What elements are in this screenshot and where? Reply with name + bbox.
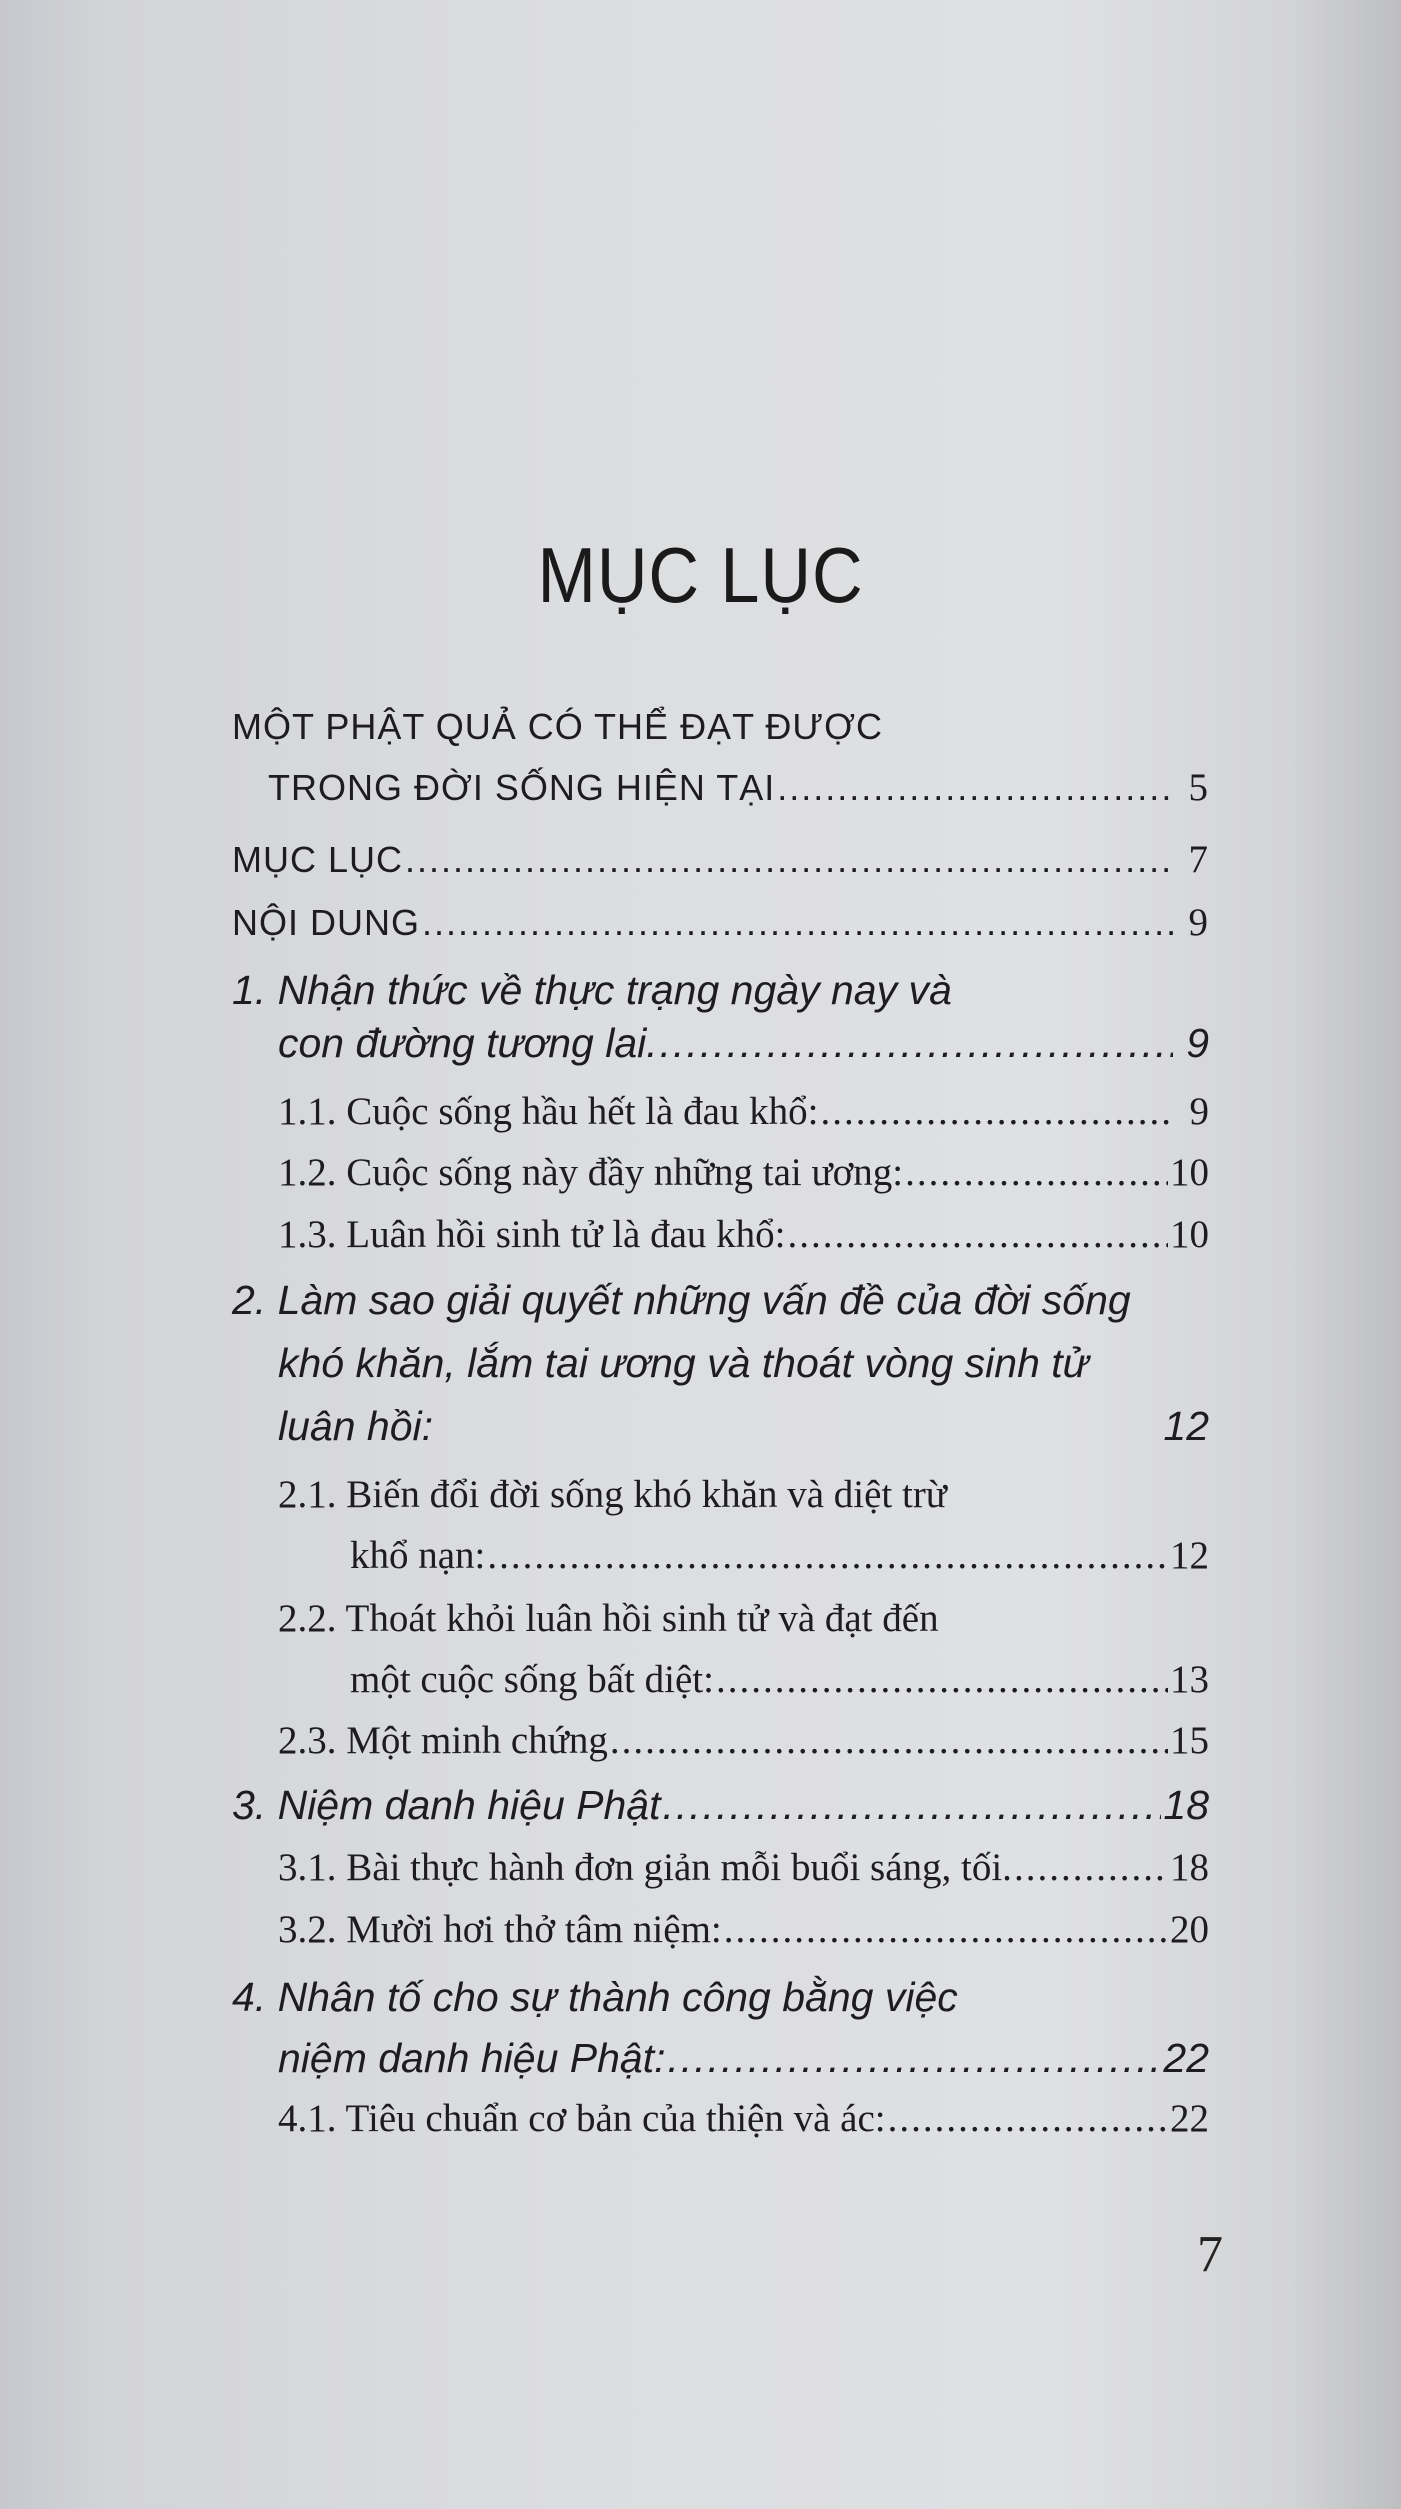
toc-entry-label: 1.2. Cuộc sống này đầy những tai ương: bbox=[278, 1151, 904, 1194]
toc-section-2-1-line1: 2.1. Biến đổi đời sống khó khăn và diệt trừ bbox=[278, 1473, 947, 1516]
toc-entry-label: luân hồi: bbox=[278, 1403, 434, 1449]
toc-section-2-1[interactable] bbox=[350, 1526, 1209, 1586]
toc-entry-3[interactable] bbox=[232, 893, 1209, 953]
toc-section-4[interactable] bbox=[278, 2028, 1209, 2088]
toc-entry-label: 4.1. Tiêu chuẩn cơ bản của thiện và ác: bbox=[278, 2097, 886, 2140]
toc-entry-label: 1.3. Luân hồi sinh tử là đau khổ: bbox=[278, 1213, 786, 1256]
toc-section-2-2[interactable] bbox=[350, 1650, 1209, 1710]
toc-page-number: 18 bbox=[1170, 1846, 1209, 1889]
toc-page-number: 9 bbox=[1186, 1020, 1209, 1066]
toc-section-2-3[interactable] bbox=[278, 1711, 1209, 1771]
toc-entry-label: MỤC LỤC bbox=[232, 839, 404, 880]
leader-dots bbox=[724, 1900, 1168, 1960]
toc-page-number: 7 bbox=[1188, 838, 1209, 881]
leader-dots bbox=[716, 1650, 1168, 1710]
page-number: 7 bbox=[1197, 2226, 1223, 2283]
toc-section-2-line2: khó khăn, lắm tai ương và thoát vòng sinh tử bbox=[278, 1340, 1089, 1386]
toc-entry-label: 3. Niệm danh hiệu Phật bbox=[232, 1782, 661, 1828]
toc-entry-label: 2.3. Một minh chứng bbox=[278, 1719, 608, 1762]
toc-entry-label: con đường tương lai. bbox=[278, 1020, 658, 1066]
toc-section-1[interactable] bbox=[278, 1013, 1209, 1073]
toc-page-number: 22 bbox=[1163, 2035, 1209, 2081]
toc-section-2[interactable] bbox=[278, 1396, 1209, 1456]
toc-page-number: 22 bbox=[1170, 2097, 1209, 2140]
leader-dots bbox=[668, 2028, 1162, 2088]
leader-dots bbox=[422, 893, 1173, 953]
toc-page-number: 18 bbox=[1163, 1782, 1209, 1828]
leader-dots bbox=[905, 1143, 1168, 1203]
toc-page-number: 10 bbox=[1170, 1151, 1209, 1194]
toc-entry-label: NỘI DUNG bbox=[232, 902, 420, 943]
toc-entry-label: khổ nạn: bbox=[350, 1534, 486, 1577]
leader-dots bbox=[405, 830, 1173, 890]
toc-section-2-line1: 2. Làm sao giải quyết những vấn đề của đời sống bbox=[232, 1277, 1131, 1323]
toc-page-number: 9 bbox=[1188, 901, 1209, 944]
toc-section-1-3[interactable] bbox=[278, 1205, 1209, 1265]
toc-page-number: 12 bbox=[1170, 1534, 1209, 1577]
leader-dots bbox=[663, 1775, 1162, 1835]
toc-page-number: 13 bbox=[1170, 1658, 1209, 1701]
toc-section-3[interactable] bbox=[232, 1775, 1209, 1835]
toc-section-1-2[interactable] bbox=[278, 1143, 1209, 1203]
toc-entry-1-line1: MỘT PHẬT QUẢ CÓ THỂ ĐẠT ĐƯỢC bbox=[232, 706, 884, 747]
toc-section-3-1[interactable] bbox=[278, 1838, 1209, 1898]
toc-section-1-line1: 1. Nhận thức về thực trạng ngày nay và bbox=[232, 967, 952, 1013]
toc-page-number: 10 bbox=[1170, 1213, 1209, 1256]
leader-dots bbox=[1014, 1838, 1168, 1898]
leader-dots bbox=[487, 1526, 1168, 1586]
leader-dots bbox=[777, 758, 1173, 818]
toc-entry-label: niệm danh hiệu Phật: bbox=[278, 2035, 666, 2081]
toc-page-number: 20 bbox=[1170, 1908, 1209, 1951]
toc-entry-2[interactable] bbox=[232, 830, 1209, 890]
leader-dots bbox=[610, 1711, 1168, 1771]
toc-page-number: 5 bbox=[1188, 766, 1209, 809]
toc-section-4-1[interactable] bbox=[278, 2089, 1209, 2149]
leader-dots bbox=[788, 1205, 1169, 1265]
toc-section-2-2-line1: 2.2. Thoát khỏi luân hồi sinh tử và đạt đến bbox=[278, 1597, 939, 1640]
leader-dots bbox=[821, 1082, 1174, 1142]
toc-entry-label: 3.1. Bài thực hành đơn giản mỗi buổi sáng, tối. bbox=[278, 1846, 1012, 1889]
toc-entry-label: TRONG ĐỜI SỐNG HIỆN TẠI bbox=[268, 767, 776, 808]
toc-section-3-2[interactable] bbox=[278, 1900, 1209, 1960]
toc-entry-label: một cuộc sống bất diệt: bbox=[350, 1658, 714, 1701]
toc-entry-1[interactable] bbox=[268, 758, 1209, 818]
toc-page-number: 15 bbox=[1170, 1719, 1209, 1762]
leader-dots bbox=[660, 1013, 1173, 1073]
toc-page-number: 9 bbox=[1189, 1090, 1209, 1133]
toc-entry-label: 1.1. Cuộc sống hầu hết là đau khổ: bbox=[278, 1090, 819, 1133]
toc-section-1-1[interactable] bbox=[278, 1082, 1209, 1142]
page-title: MỤC LỤC bbox=[537, 531, 864, 619]
leader-dots bbox=[888, 2089, 1168, 2149]
toc-entry-label: 3.2. Mười hơi thở tâm niệm: bbox=[278, 1908, 722, 1951]
toc-section-4-line1: 4. Nhân tố cho sự thành công bằng việc bbox=[232, 1974, 958, 2020]
toc-page-number: 12 bbox=[1163, 1403, 1209, 1449]
